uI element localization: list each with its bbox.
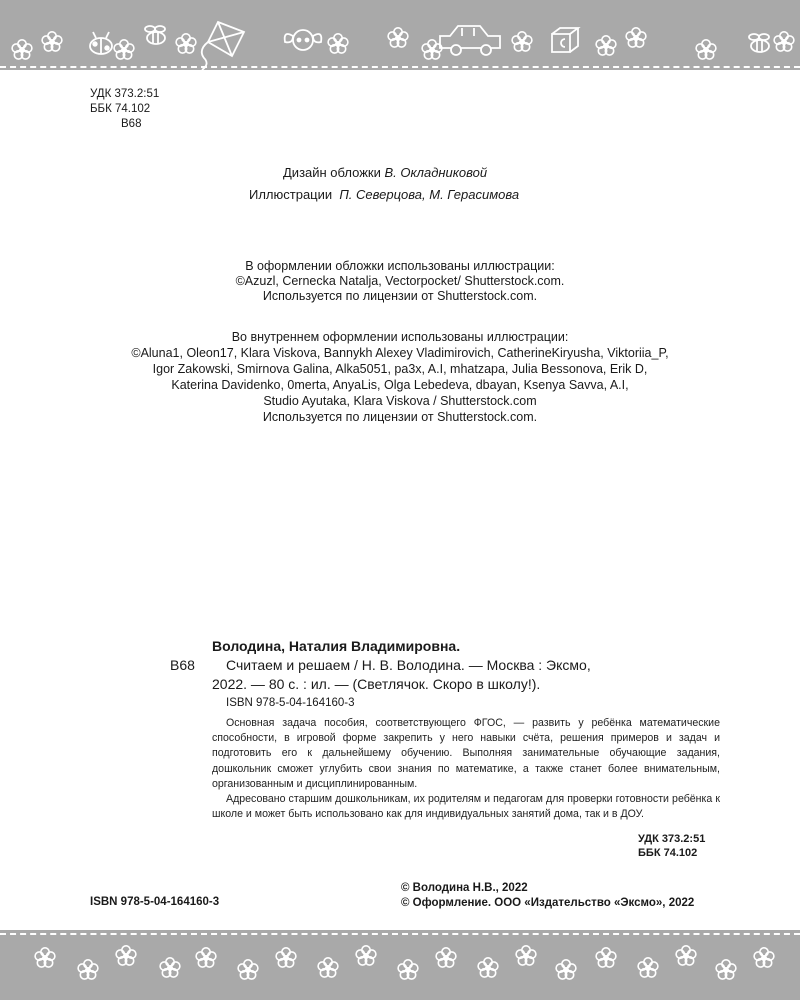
block-icon	[552, 28, 578, 52]
flower-icon	[42, 32, 62, 51]
flower-icon	[638, 958, 658, 977]
flower-icon	[436, 948, 456, 967]
flower-icon	[35, 948, 55, 967]
flower-icon	[512, 32, 532, 51]
top-decorative-band	[0, 0, 800, 70]
flower-icon	[116, 946, 136, 965]
author-sign: В68	[121, 118, 142, 130]
flower-icon	[356, 946, 376, 965]
flower-icon	[388, 28, 408, 47]
flower-icon	[12, 40, 32, 59]
flower-icon	[238, 960, 258, 979]
cover-designer: В. Окладниковой	[384, 165, 488, 180]
udk-code: УДК 373.2:51	[90, 88, 160, 100]
cover-illustrations-license: Используется по лицензии от Shutterstock.com.	[262, 289, 538, 303]
inner-illustrations-license: Используется по лицензии от Shutterstock.com.	[262, 410, 538, 424]
bbk-code: ББК 74.102	[90, 103, 151, 115]
inner-illustrations-line: Katerina Davidenko, 0merta, AnyaLis, Olga Lebedeva, dbayan, Ksenya Savva, A.I,	[171, 378, 629, 392]
copyright-publisher: © Оформление. ООО «Издательство «Эксмо», 2022	[401, 897, 695, 909]
annotation-paragraph: Основная задача пособия, соответствующего ФГОС, — развить у ребёнка математические способности, в игровой форме закрепить у него навыки счёта, решения примеров и задач и подготовить его к дальнейшему обучению. Выполняя занимательные обучающие задания, дошкольник сможет углубить свои знания по математике, а также станет более внимательным, организованным и дисциплинированным.	[212, 717, 720, 790]
flower-icon	[596, 948, 616, 967]
flower-icon	[114, 40, 134, 59]
annotation	[212, 716, 720, 822]
cover-design-credit	[283, 165, 487, 180]
flower-icon	[716, 960, 736, 979]
cover-illustrations-sources: ©Azuzl, Cernecka Natalja, Vectorpocket/ Shutterstock.com.	[235, 274, 565, 288]
flower-icon	[696, 40, 716, 59]
flower-icon	[754, 948, 774, 967]
cover-illustrations-heading: В оформлении обложки использованы иллюстрации:	[245, 259, 555, 273]
bbk-code-bottom: ББК 74.102	[638, 847, 698, 859]
illustrator-2: М. Герасимова	[429, 187, 520, 202]
catalog-title-line2: 2022. — 80 с. : ил. — (Светлячок. Скоро в школу!).	[212, 676, 541, 692]
illustrator-1: П. Северцова,	[339, 187, 426, 202]
flower-icon	[160, 958, 180, 977]
illustrations-credit	[249, 187, 519, 202]
annotation-paragraph: Адресовано старшим дошкольникам, их родителям и педагогам для проверки готовности ребёнка к школе и может быть использовано как для индивидуальных занятий дома, так и в ДОУ.	[212, 793, 720, 821]
illustrations-label: Иллюстрации	[249, 187, 333, 202]
flower-icon	[516, 946, 536, 965]
flower-icon	[774, 32, 794, 51]
flower-icon	[318, 958, 338, 977]
catalog-author: Володина, Наталия Владимировна.	[212, 638, 461, 654]
flower-icon	[596, 36, 616, 55]
cover-design-label: Дизайн обложки	[283, 165, 381, 180]
car-icon	[440, 26, 500, 55]
inner-illustrations-line: Igor Zakowski, Smirnova Galina, Alka5051, pa3x, A.I, mhatzapa, Julia Bessonova, Erik D,	[152, 362, 648, 376]
flower-icon	[328, 34, 348, 53]
inner-illustrations-heading: Во внутреннем оформлении использованы иллюстрации:	[231, 330, 569, 344]
catalog-code: В68	[170, 657, 195, 673]
top-doodles	[0, 0, 800, 70]
flower-icon	[78, 960, 98, 979]
catalog-title-line1: Считаем и решаем / Н. В. Володина. — Москва : Эксмо,	[226, 657, 591, 673]
doll-icon	[285, 30, 322, 50]
inner-illustrations-line: ©Aluna1, Oleon17, Klara Viskova, Bannykh Alexey Vladimirovich, CatherineKiryusha, Viktoriia_P,	[131, 346, 669, 360]
flower-icon	[556, 960, 576, 979]
bee-icon	[145, 26, 165, 44]
flower-icon	[176, 34, 196, 53]
catalog-isbn: ISBN 978-5-04-164160-3	[226, 697, 355, 709]
flower-icon	[398, 960, 418, 979]
udk-code-bottom: УДК 373.2:51	[638, 833, 706, 845]
flower-icon	[422, 40, 442, 59]
copyright-author: © Володина Н.В., 2022	[401, 882, 528, 894]
top-dashed-divider	[0, 66, 800, 68]
flower-icon	[676, 946, 696, 965]
bottom-doodles	[0, 930, 800, 1000]
flower-icon	[626, 28, 646, 47]
bee-icon	[749, 34, 769, 52]
ladybug-icon	[90, 32, 112, 54]
kite-icon	[202, 22, 244, 70]
inner-illustrations-line: Studio Ayutaka, Klara Viskova / Shutterstock.com	[263, 394, 537, 408]
flower-icon	[196, 948, 216, 967]
bottom-decorative-band	[0, 930, 800, 1000]
footer-isbn: ISBN 978-5-04-164160-3	[90, 896, 220, 908]
flower-icon	[478, 958, 498, 977]
flower-icon	[276, 948, 296, 967]
